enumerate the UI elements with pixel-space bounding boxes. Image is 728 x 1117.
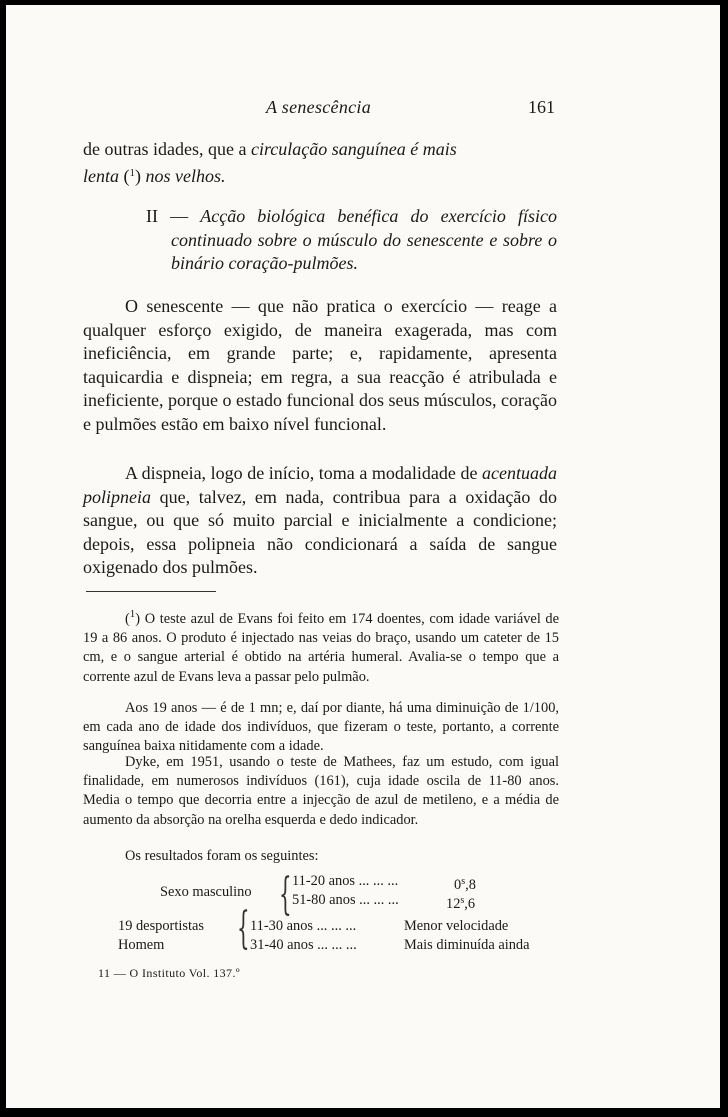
table1-row bbox=[292, 891, 399, 910]
table1-label: Sexo masculino bbox=[160, 884, 252, 900]
footnote-paragraph: Aos 19 anos — é de 1 mn; e, daí por diante, há uma diminuição de 1/100, em cada ano de idade dos indivíduos, que fizeram o teste, portanto, a corrente sanguínea baixa nitidamente com a idade. bbox=[83, 700, 559, 755]
table2-range: 11-30 anos ... ... ... bbox=[250, 918, 357, 934]
footnote-paragraph: Os resultados foram os seguintes: bbox=[125, 848, 319, 864]
text-run: A dispneia, logo de início, toma a modalidade de bbox=[125, 463, 483, 483]
page-header bbox=[6, 97, 720, 121]
signature-line: 11 — O Instituto Vol. 137.º bbox=[98, 966, 240, 980]
value-unit: s bbox=[460, 895, 465, 906]
value-dec: ,6 bbox=[464, 896, 476, 912]
value-int: 12 bbox=[446, 896, 461, 912]
table2-result: Menor velocidade bbox=[404, 918, 509, 934]
section-title: Acção biológica benéfica do exercício físico continuado sobre o músculo do senescente e sobre o binário coração-pulmões. bbox=[171, 206, 557, 274]
paragraph-continuation: de outras idades, que a circulação sanguínea é mais lenta ($^1$) nos velhos. bbox=[83, 139, 457, 186]
table1-row bbox=[292, 872, 398, 891]
running-title: A senescência bbox=[266, 97, 372, 117]
emphasis-lenta: lenta bbox=[83, 165, 119, 186]
text-run: que, talvez, em nada, contribua para a oxidação do sangue, ou que só muito parcial e inicialmente a condicione; depois, essa polipneia não condicionará a saída de sangue oxigenado dos pulmões. bbox=[83, 486, 557, 578]
footnote-paragraph: Dyke, em 1951, usando o teste de Mathees, faz um estudo, com igual finalidade, em numerosos indivíduos (161), cuja idade oscila de 11-80 anos. Media o tempo que decorria entre a injecção de azul de metileno, e a média de aumento da absorção na orelha esquerda e dedo indicador. bbox=[83, 754, 559, 828]
footnote-separator bbox=[86, 591, 216, 592]
footnote-ref: 1 bbox=[129, 166, 135, 179]
table1-brace: { bbox=[279, 869, 292, 920]
book-page bbox=[6, 5, 720, 1108]
table1-range: 51-80 anos ... ... ... bbox=[292, 892, 399, 908]
table1-value bbox=[446, 891, 475, 914]
table2-brace: { bbox=[237, 903, 250, 954]
emphasis-polipneia: acentuada polipneia bbox=[83, 463, 557, 507]
table2-label: Homem bbox=[118, 937, 165, 953]
text-run: de outras idades, que a bbox=[83, 139, 251, 159]
section-heading bbox=[146, 205, 557, 276]
paragraph-senescente: O senescente — que não pratica o exercício — reage a qualquer esforço exigido, de maneira exagerada, mas com ineficiência, em grande parte; e, rapidamente, apresenta taquicardia e dispneia; em regra, a sua reacção é atribulada e ineficiente, porque o estado funcional dos seus músculos, coração e pulmões estão em baixo nível funcional. bbox=[83, 296, 557, 434]
table1-range: 11-20 anos ... ... ... bbox=[292, 873, 399, 889]
emphasis-velhos: nos velhos. bbox=[141, 165, 226, 186]
value-unit: s bbox=[461, 876, 466, 887]
table2-range: 31-40 anos ... ... ... bbox=[250, 937, 357, 953]
table2-label: 19 desportistas bbox=[118, 918, 204, 934]
footnote-text: O teste azul de Evans foi feito em 174 doentes, com idade variável de 19 a 86 anos. O produto é injectado nas veias do braço, usando um cateter de 15 cm, e o sangue arterial é obtido na artéria humeral. Avalia-se o tempo que a corrente azul de Evans leva a passar pelo pulmão. bbox=[83, 611, 559, 685]
footnote-1: ($^1$) O teste azul de Evans foi feito em 174 doentes, com idade variável de 19 a 86 anos. O produto é injectado nas veias do braço, usando um cateter de 15 cm, e o sangue arterial é obtido na artéria humeral. Avalia-se o tempo que a corrente azul de Evans leva a passar pelo pulmão. bbox=[83, 608, 559, 685]
footnote-marker: 1 bbox=[129, 608, 136, 620]
value-int: 0 bbox=[454, 877, 462, 893]
paragraph-dispneia bbox=[83, 462, 557, 580]
emphasis-circulacao: circulação sanguínea é mais bbox=[250, 139, 457, 159]
page-number: 161 bbox=[528, 97, 555, 117]
value-dec: ,8 bbox=[465, 877, 476, 893]
table2-result: Mais diminuída ainda bbox=[404, 937, 530, 953]
section-numeral: II — bbox=[146, 206, 201, 226]
